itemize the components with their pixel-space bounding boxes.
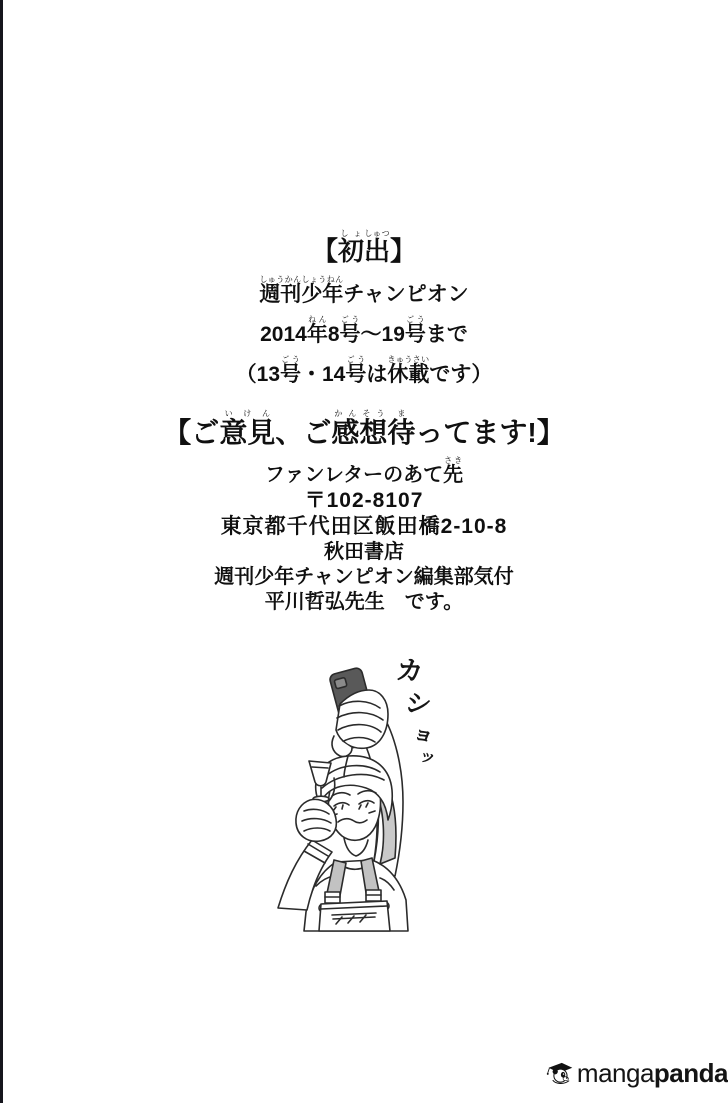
watermark-logo [546,1044,728,1102]
brand-name [577,1058,728,1089]
first-publication-heading: 【初しょ出しゅつ】 [311,229,417,266]
sfx-kana-3: ョ [410,719,437,749]
sfx-kana-2: シ [402,687,434,723]
sfx-kana-4: ッ [416,745,439,769]
fan-mail-heading: 【ご意見いけん、ご感想かんそう待まってます!】 [163,409,565,448]
street-address-line: 東京都千代田区飯田橋2-10-8 [220,515,508,539]
panda-logo-icon [546,1046,575,1100]
magazine-name-line: 週刊しゅうかん少年しょうねんチャンピオン [259,275,469,307]
hiatus-note-line: （13号ごう・14号ごうは休載きゅうさいです） [235,355,493,387]
fan-letter-address-label: ファンレターのあて先さき [264,456,464,487]
selfie-illustration [276,650,452,934]
postal-code-line: 〒102-8107 [304,489,424,513]
issue-range-line: 2014年ねん8号ごう～19号ごうまで [260,315,468,347]
brand-name-panda: panda [653,1057,728,1088]
editorial-dept-line: 週刊少年チャンピオン編集部気付 [214,566,514,589]
sfx-kana-1: カ [393,654,426,689]
author-name-line: 平川哲弘先生 です。 [264,591,464,614]
fan-mail-block [0,404,728,612]
first-publication-block [0,226,728,385]
brand-name-manga: manga [576,1057,654,1088]
publisher-line: 秋田書店 [324,541,404,564]
